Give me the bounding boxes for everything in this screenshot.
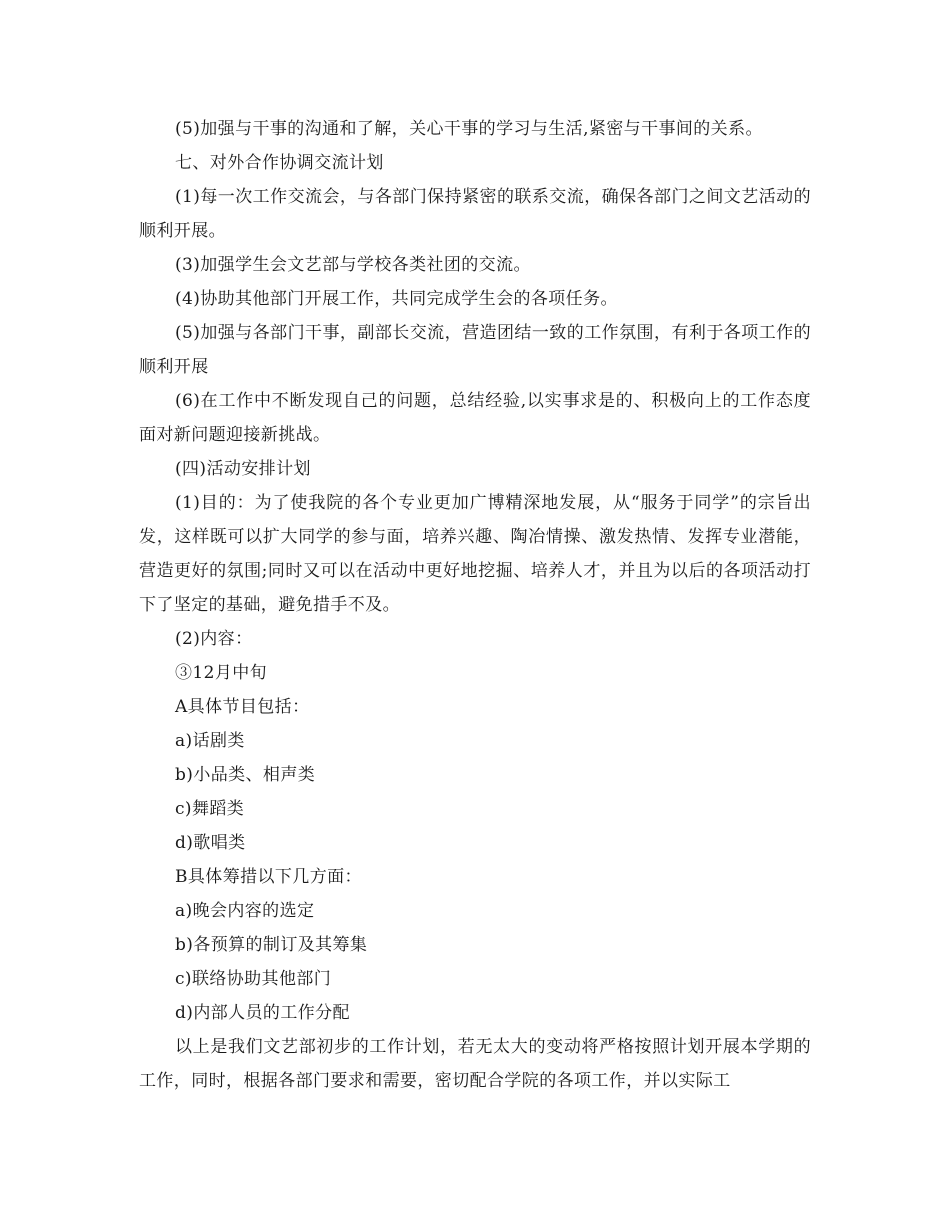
list-heading-programs: A具体节目包括： bbox=[175, 697, 310, 717]
list-item-staff-assignment: d)内部人员的工作分配 bbox=[175, 1003, 350, 1023]
list-item-content-selection: a)晚会内容的选定 bbox=[175, 901, 315, 921]
list-item-sketch-crosstalk: b)小品类、相声类 bbox=[175, 765, 316, 785]
list-item-mid-december: ③12月中旬 bbox=[175, 663, 268, 683]
paragraph-5-communication: (5)加强与干事的沟通和了解，关心干事的学习与生活,紧密与干事间的关系。 bbox=[175, 119, 763, 139]
list-item-dance: c)舞蹈类 bbox=[175, 799, 245, 819]
paragraph-6-self-improvement: (6)在工作中不断发现自己的问题，总结经验,以实事求是的、积极向上的工作态度面对新问题迎接新挑战。 bbox=[139, 391, 811, 445]
list-heading-preparations: B具体筹措以下几方面： bbox=[175, 867, 362, 887]
document-body bbox=[139, 112, 811, 1098]
list-item-drama: a)话剧类 bbox=[175, 731, 245, 751]
paragraph-4-assist-departments: (4)协助其他部门开展工作，共同完成学生会的各项任务。 bbox=[175, 289, 618, 309]
list-item-liaison: c)联络协助其他部门 bbox=[175, 969, 332, 989]
paragraph-5-team-atmosphere: (5)加强与各部门干事，副部长交流，营造团结一致的工作氛围，有利于各项工作的顺利开展 bbox=[139, 323, 811, 377]
paragraph-1-purpose: (1)目的：为了使我院的各个专业更加广博精深地发展，从“服务于同学”的宗旨出发，这样既可以扩大同学的参与面，培养兴趣、陶冶情操、激发热情、发挥专业潜能，营造更好的氛围;同时又可以在活动中更好地挖掘、培养人才，并且为以后的各项活动打下了坚定的基础，避免措手不及。 bbox=[139, 493, 811, 615]
paragraph-conclusion: 以上是我们文艺部初步的工作计划，若无太大的变动将严格按照计划开展本学期的工作，同时，根据各部门要求和需要，密切配合学院的各项工作，并以实际工 bbox=[139, 1037, 811, 1091]
paragraph-2-content: (2)内容： bbox=[175, 629, 253, 649]
list-item-singing: d)歌唱类 bbox=[175, 833, 246, 853]
list-item-budget: b)各预算的制订及其筹集 bbox=[175, 935, 368, 955]
paragraph-3-club-exchange: (3)加强学生会文艺部与学校各类社团的交流。 bbox=[175, 255, 531, 275]
section-heading-activity-plan: (四)活动安排计划 bbox=[175, 459, 311, 479]
section-heading-external-cooperation: 七、对外合作协调交流计划 bbox=[175, 153, 384, 173]
paragraph-1-exchange-meeting: (1)每一次工作交流会，与各部门保持紧密的联系交流，确保各部门之间文艺活动的顺利开展。 bbox=[139, 187, 811, 241]
